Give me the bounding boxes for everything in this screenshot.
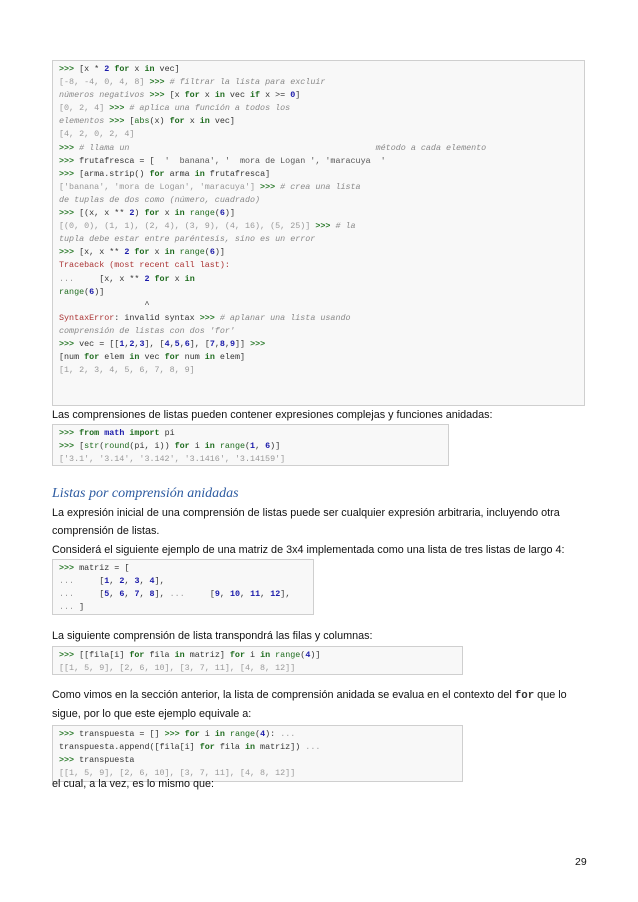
code-token: ['3.1', '3.14', '3.142', '3.1416', '3.14159'] (59, 454, 286, 465)
code-token: 9 (214, 589, 220, 600)
code-token: in (194, 168, 205, 179)
code-token: ] (79, 602, 85, 613)
code-token: vec] (209, 116, 235, 127)
code-token: 1 (104, 576, 110, 587)
code-token: , (224, 338, 230, 349)
code-token: matriz] (184, 650, 230, 660)
code-token: # crea una lista (280, 181, 361, 192)
code-token: 12 (270, 589, 281, 600)
code-token: ], (154, 576, 165, 587)
code-token: [ (99, 576, 105, 587)
code-token: [1, 2, 3, 4, 5, 6, 7, 8, 9] (59, 365, 195, 376)
page-number: 29 (575, 856, 587, 868)
code-token: [[1, 5, 9], [2, 6, 10], [3, 7, 11], [4, 8, 12]] (59, 768, 296, 779)
code-token: vec] (154, 64, 180, 74)
code-token: ... (59, 576, 100, 587)
code-token: )] (214, 247, 225, 258)
code-token: 4 (260, 729, 266, 739)
code-token: >>> (59, 650, 80, 660)
code-token: ... (59, 602, 80, 613)
code-token: 2 (124, 247, 130, 258)
code-token: in (129, 352, 140, 363)
code-token: vec (139, 352, 165, 363)
code-line (59, 168, 578, 181)
code-token: frutafresca] (204, 168, 271, 179)
code-token: range (219, 441, 246, 452)
code-token: 4 (164, 338, 170, 349)
code-token: from (79, 428, 100, 438)
code-token: >>> (59, 208, 80, 219)
code-token: >>> (59, 338, 80, 349)
code-token: 6 (209, 247, 215, 258)
code-token: [4, 2, 0, 2, 4] (59, 129, 135, 140)
code-token: ' banana', ' mora de Logan ', 'maracuya ' (164, 155, 386, 166)
code-line (59, 575, 307, 588)
code-token: [x, x ** (79, 247, 125, 258)
code-token: for (149, 168, 165, 179)
code-token: ... (59, 273, 100, 284)
code-line (59, 364, 578, 377)
code-token: for (174, 441, 190, 452)
code-token: Traceback (most recent call last): (59, 260, 230, 271)
code-token: vec (224, 90, 251, 101)
code-block-pi-rounding (52, 424, 449, 466)
code-token: round (104, 441, 130, 452)
code-token: in (260, 650, 271, 660)
code-token: ( (84, 286, 90, 297)
code-token: , (134, 338, 140, 349)
code-token: range (229, 729, 256, 739)
code-token: ( (300, 650, 306, 660)
code-token: >>> (59, 247, 80, 258)
code-token: in (204, 441, 215, 452)
code-token: num (179, 352, 205, 363)
code-line (59, 741, 456, 754)
paragraph-equivalent-text-before: Como vimos en la sección anterior, la lista de comprensión anidada se evalua en el contexto del (52, 689, 515, 701)
code-token: , (240, 589, 251, 600)
code-token: , (169, 338, 175, 349)
code-token: [x * (79, 64, 105, 74)
code-token: 8 (219, 338, 225, 349)
code-token: for (169, 116, 185, 127)
code-token: ], (154, 589, 170, 600)
code-token: str (84, 441, 100, 452)
paragraph-transpose: La siguiente comprensión de lista transpondrá las filas y columnas: (52, 630, 373, 642)
code-token: 2 (129, 338, 135, 349)
code-token: ( (99, 441, 105, 452)
code-token: >>> (164, 729, 185, 739)
code-token: x (184, 116, 200, 127)
code-token: >>> (59, 441, 80, 452)
code-line (59, 246, 578, 259)
code-token: # aplanar una lista usando (219, 312, 351, 323)
code-line (59, 181, 578, 194)
code-token: ( (204, 247, 210, 258)
code-token: >>> (59, 428, 80, 438)
code-line (59, 286, 578, 299)
code-token: , (255, 441, 266, 452)
code-token: in (164, 247, 175, 258)
code-token: >>> (149, 77, 170, 88)
code-token: in (214, 729, 225, 739)
code-token: 6 (119, 589, 125, 600)
code-token: fila (144, 650, 175, 660)
code-block-transpose-loop (52, 725, 463, 782)
code-token: vec = [[ (79, 338, 120, 349)
code-line (59, 562, 307, 575)
code-token: >>> (59, 155, 80, 166)
code-token: [(0, 0), (1, 1), (2, 4), (3, 9), (4, 16), (5, 25)] (59, 221, 311, 232)
code-token: abs (134, 116, 150, 127)
code-token: 5 (174, 338, 180, 349)
code-token: [ (99, 589, 105, 600)
code-token: 0 (290, 90, 296, 101)
code-token: ], [ (144, 338, 165, 349)
code-token: transpuesta.append([fila[i] (59, 742, 200, 753)
code-token: )] (224, 208, 235, 219)
code-token: in (184, 273, 195, 284)
code-token: , (214, 338, 220, 349)
code-token: >>> (109, 116, 130, 127)
code-token: 2 (129, 208, 135, 219)
code-line (59, 128, 578, 141)
code-line (59, 601, 307, 614)
code-token: i (189, 441, 205, 452)
paragraph-matrix-example: Considerá el siguiente ejemplo de una matriz de 3x4 implementada como una lista de tres listas de largo 4: (52, 544, 565, 556)
code-line (59, 207, 578, 220)
code-token: , (109, 589, 120, 600)
code-token: >>> (260, 181, 281, 192)
paragraph-nested-intro: La expresión inicial de una comprensión de listas puede ser cualquier expresión arbitraria, incluyendo otra comprensión de listas. (52, 507, 560, 537)
code-token: # llama un método a cada elemento (79, 142, 487, 153)
code-line (59, 142, 578, 155)
code-token: [ (129, 116, 135, 127)
code-token: x (199, 90, 215, 101)
code-token: >>> (59, 755, 80, 766)
code-line (59, 453, 442, 466)
code-token: comprensión de listas con dos 'for' (59, 325, 235, 336)
code-token: >>> (59, 142, 80, 153)
code-token: )] (270, 441, 281, 452)
code-token: >>> (109, 103, 130, 114)
code-token: ... (280, 729, 296, 739)
paragraph-complex-expressions: Las comprensiones de listas pueden contener expresiones complejas y funciones anidadas: (52, 409, 493, 421)
code-token: [x (169, 90, 185, 101)
code-token: , (139, 589, 150, 600)
code-token: 5 (104, 589, 110, 600)
code-token: for (184, 90, 200, 101)
code-token: , (260, 589, 271, 600)
code-line (59, 89, 578, 102)
code-token: 6 (265, 441, 271, 452)
code-token: transpuesta = [] (79, 729, 165, 739)
code-token: [arma.strip() (79, 168, 150, 179)
code-token: >>> (149, 90, 170, 101)
code-token: [ (209, 589, 215, 600)
code-token: ], [ (189, 338, 210, 349)
code-token: tupla debe estar entre paréntesis, sino es un error (59, 234, 316, 245)
code-block-matrix (52, 559, 314, 615)
code-line (59, 325, 578, 338)
code-token: 1 (119, 338, 125, 349)
code-token: range (59, 286, 85, 297)
code-token: >>> (59, 729, 80, 739)
code-token: range (179, 247, 205, 258)
code-token: arma (164, 168, 195, 179)
code-line (59, 259, 578, 272)
code-line (59, 440, 442, 453)
code-token: 2 (144, 273, 150, 284)
code-token: [0, 2, 4] (59, 103, 105, 114)
code-token: , (109, 576, 120, 587)
code-token: ): (265, 729, 281, 739)
code-token: x >= (260, 90, 291, 101)
code-token: for (184, 729, 200, 739)
code-token: in (174, 208, 185, 219)
code-token: i (244, 650, 261, 660)
code-line (59, 662, 456, 675)
code-block-list-comprehensions (52, 60, 585, 406)
code-token: math (104, 428, 125, 438)
code-token: , (179, 338, 185, 349)
paragraph-equivalent (52, 686, 592, 723)
code-line (59, 299, 578, 312)
paragraph-same-as: el cual, a la vez, es lo mismo que: (52, 778, 215, 790)
code-token: [x, x ** (99, 273, 145, 284)
code-line (59, 102, 578, 115)
code-token: >>> (59, 563, 80, 573)
inline-code-for: for (514, 690, 535, 702)
code-line (59, 351, 578, 364)
code-token: pi (159, 428, 175, 438)
code-token: ... (169, 589, 210, 600)
code-line (59, 220, 578, 233)
code-token: )] (310, 650, 321, 660)
code-token: de tuplas de dos como (número, cuadrado) (59, 194, 261, 205)
code-token: 11 (250, 589, 261, 600)
code-token: >>> (315, 221, 336, 232)
code-token: )] (94, 286, 105, 297)
code-token: import (129, 428, 160, 438)
code-token: elem] (214, 352, 246, 363)
code-token: 3 (139, 338, 145, 349)
code-token: elementos (59, 116, 110, 127)
code-line (59, 588, 307, 601)
code-token: ]] (235, 338, 251, 349)
code-token: , (124, 338, 130, 349)
code-token: for (154, 273, 170, 284)
code-token: 1 (250, 441, 256, 452)
code-token: : invalid syntax (114, 312, 200, 323)
code-token: ( (255, 729, 261, 739)
code-token: ... (305, 742, 321, 753)
code-token: >>> (59, 64, 80, 74)
code-token: 8 (149, 589, 155, 600)
code-token: 6 (89, 286, 95, 297)
code-token: for (164, 352, 180, 363)
code-line (59, 754, 456, 767)
code-token: [[1, 5, 9], [2, 6, 10], [3, 7, 11], [4, 8, 12]] (59, 663, 296, 674)
code-token: # aplica una función a todos los (129, 103, 291, 114)
code-token: for (144, 208, 160, 219)
code-token: 6 (219, 208, 225, 219)
code-token: transpuesta (79, 755, 135, 766)
code-token: for (199, 742, 215, 753)
code-token: for (134, 247, 150, 258)
code-token: in (204, 352, 215, 363)
code-token: >>> (199, 312, 220, 323)
code-token: in (244, 742, 256, 753)
code-line (59, 338, 578, 351)
code-token: ['banana', 'mora de Logan', 'maracuya'] (59, 181, 256, 192)
code-token: # la (335, 221, 356, 232)
code-token: números negativos (59, 90, 150, 101)
code-token: ( (214, 208, 220, 219)
section-heading: Listas por comprensión anidadas (52, 486, 239, 501)
code-token: (pi, i)) (129, 441, 175, 452)
code-token: range (275, 650, 301, 660)
paragraph-equivalent-text-after: que lo sigue, por lo que este ejemplo equivale a: (52, 689, 567, 720)
code-line (59, 649, 456, 662)
code-token: 2 (104, 64, 110, 74)
code-token: (x) (149, 116, 170, 127)
code-token: 4 (305, 650, 311, 660)
code-token: [ (79, 441, 85, 452)
code-token: frutafresca = [ (79, 155, 165, 166)
code-token: matriz]) (255, 742, 306, 753)
code-token: # filtrar la lista para excluir (169, 77, 326, 88)
code-token: , (124, 589, 135, 600)
code-token: [[fila[i] (79, 650, 130, 660)
code-token: for (229, 650, 245, 660)
code-token: x (129, 64, 145, 74)
code-token: x (169, 273, 185, 284)
code-token: , (219, 589, 230, 600)
code-token: 6 (184, 338, 190, 349)
code-token: 7 (209, 338, 215, 349)
code-token: >>> (250, 338, 266, 349)
code-token: x (149, 247, 165, 258)
code-token: i (199, 729, 215, 739)
code-token: 7 (134, 589, 140, 600)
code-token: SyntaxError (59, 312, 115, 323)
code-line (59, 427, 442, 440)
code-token: , (124, 576, 135, 587)
code-line (59, 194, 578, 207)
code-token: [-8, -4, 0, 4, 8] (59, 77, 145, 88)
code-token: 10 (229, 589, 241, 600)
code-token: ( (245, 441, 251, 452)
code-token: ^ (59, 299, 150, 310)
code-token: x (159, 208, 175, 219)
code-token: for (114, 64, 130, 74)
code-line (59, 76, 578, 89)
code-token: 9 (229, 338, 236, 349)
code-token: in (199, 116, 210, 127)
code-token: 4 (149, 576, 155, 587)
code-line (59, 312, 578, 325)
code-token: 3 (134, 576, 140, 587)
code-token: fila (214, 742, 245, 753)
code-line (59, 115, 578, 128)
code-token: ] (295, 90, 301, 101)
code-token: [num (59, 352, 85, 363)
code-token: ) (134, 208, 145, 219)
code-line (59, 273, 578, 286)
code-token: 2 (119, 576, 125, 587)
code-token: in (174, 650, 185, 660)
code-token: for (129, 650, 145, 660)
code-block-transpose (52, 646, 463, 675)
code-token: if (250, 90, 261, 101)
code-token: in (144, 64, 155, 74)
code-token: in (214, 90, 225, 101)
code-token: [(x, x ** (79, 208, 130, 219)
code-line (59, 63, 578, 76)
code-token: elem (99, 352, 130, 363)
code-token: for (84, 352, 100, 363)
code-token: , (139, 576, 150, 587)
code-token: range (189, 208, 215, 219)
code-token: ], (280, 589, 291, 600)
code-line (59, 728, 456, 741)
code-token: matriz = [ (79, 563, 130, 573)
code-token: >>> (59, 168, 80, 179)
code-line (59, 155, 578, 168)
code-line (59, 233, 578, 246)
code-token: ... (59, 589, 100, 600)
